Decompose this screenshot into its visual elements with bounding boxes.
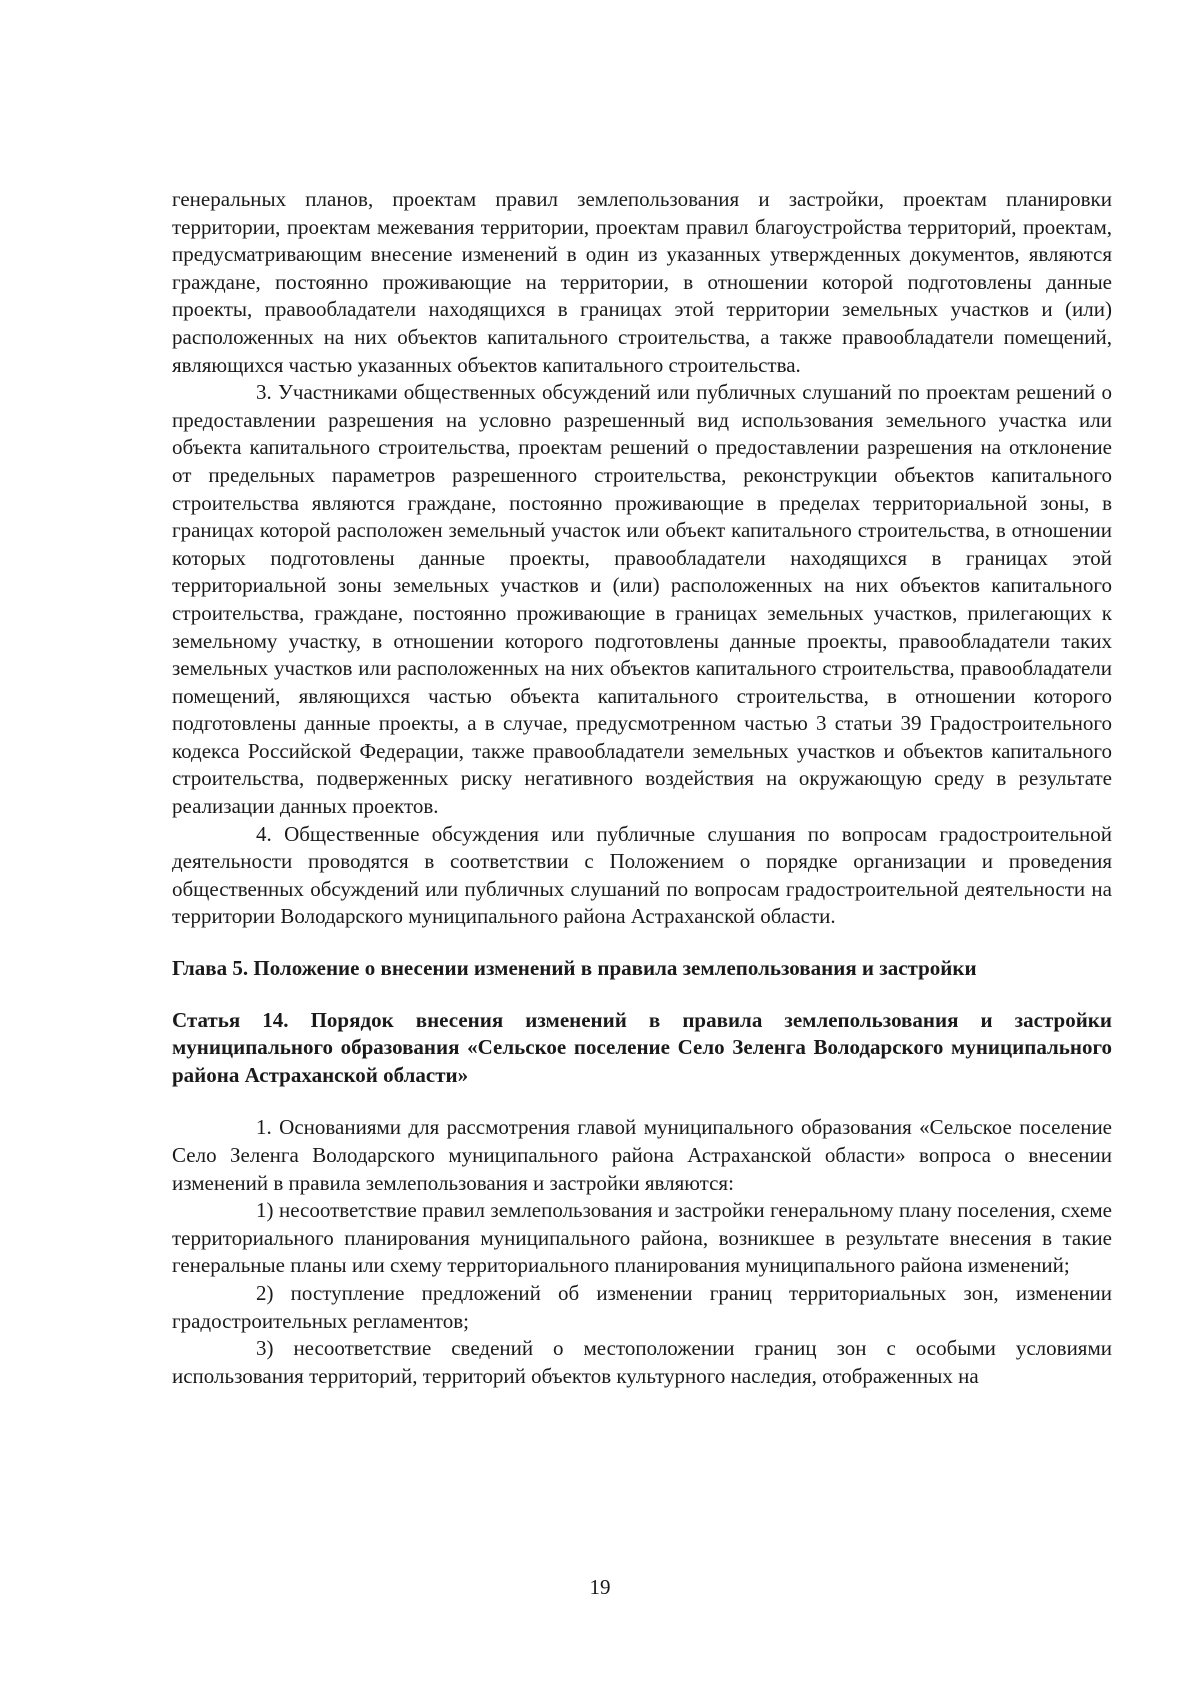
paragraph-item-4: 4. Общественные обсуждения или публичные слушания по вопросам градостроительной деятельности проводятся в соответствии с Положением о порядке организации и проведения общественных обсуждений или публичных слушаний по вопросам градостроительной деятельности на территории Володарского муниципального района Астраханской области. xyxy=(172,821,1112,929)
article-heading: Статья 14. Порядок внесения изменений в правила землепользования и застройки муниципального образования «Сельское поселение Село Зеленга Володарского муниципального района Астраханской области» xyxy=(172,1007,1112,1087)
list-item-1: 1) несоответствие правил землепользования и застройки генеральному плану поселения, схеме территориального планирования муниципального района, возникшее в результате внесения в такие генеральные планы или схему территориального планирования муниципального района изменений; xyxy=(172,1198,1112,1278)
page-number: 19 xyxy=(589,1575,611,1599)
document-page xyxy=(172,186,1112,1390)
paragraph-item-1: 1. Основаниями для рассмотрения главой муниципального образования «Сельское поселение Село Зеленга Володарского муниципального района Астраханской области» вопроса о внесении изменений в правила землепользования и застройки являются: xyxy=(172,1115,1112,1195)
paragraph-item-3: 3. Участниками общественных обсуждений или публичных слушаний по проектам решений о предоставлении разрешения на условно разрешенный вид использования земельного участка или объекта капитального строительства, проектам решений о предоставлении разрешения на отклонение от предельных параметров разрешенного строительства, реконструкции объектов капитального строительства являются граждане, постоянно проживающие в пределах территориальной зоны, в границах которой расположен земельный участок или объект капитального строительства, в отношении которых подготовлены данные проекты, правообладатели находящихся в границах этой территориальной зоны земельных участков и (или) расположенных на них объектов капитального строительства, граждане, постоянно проживающие в границах земельных участков, прилегающих к земельному участку, в отношении которого подготовлены данные проекты, правообладатели таких земельных участков или расположенных на них объектов капитального строительства, правообладатели помещений, являющихся частью объекта капитального строительства, в отношении которого подготовлены данные проекты, а в случае, предусмотренном частью 3 статьи 39 Градостроительного кодекса Российской Федерации, также правообладатели земельных участков и объектов капитального строительства, подверженных риску негативного воздействия на окружающую среду в результате реализации данных проектов. xyxy=(172,380,1112,819)
paragraph-continuation: генеральных планов, проектам правил землепользования и застройки, проектам планировки территории, проектам межевания территории, проектам правил благоустройства территорий, проектам, предусматривающим внесение изменений в один из указанных утвержденных документов, являются граждане, постоянно проживающие на территории, в отношении которой подготовлены данные проекты, правообладатели находящихся в границах этой территории земельных участков и (или) расположенных на них объектов капитального строительства, а также правообладатели помещений, являющихся частью указанных объектов капитального строительства. xyxy=(172,187,1112,377)
chapter-heading: Глава 5. Положение о внесении изменений в правила землепользования и застройки xyxy=(172,956,977,981)
list-item-3: 3) несоответствие сведений о местоположении границ зон с особыми условиями использования территорий, территорий объектов культурного наследия, отображенных на xyxy=(172,1336,1112,1388)
list-item-2: 2) поступление предложений об изменении границ территориальных зон, изменении градостроительных регламентов; xyxy=(172,1280,1112,1333)
